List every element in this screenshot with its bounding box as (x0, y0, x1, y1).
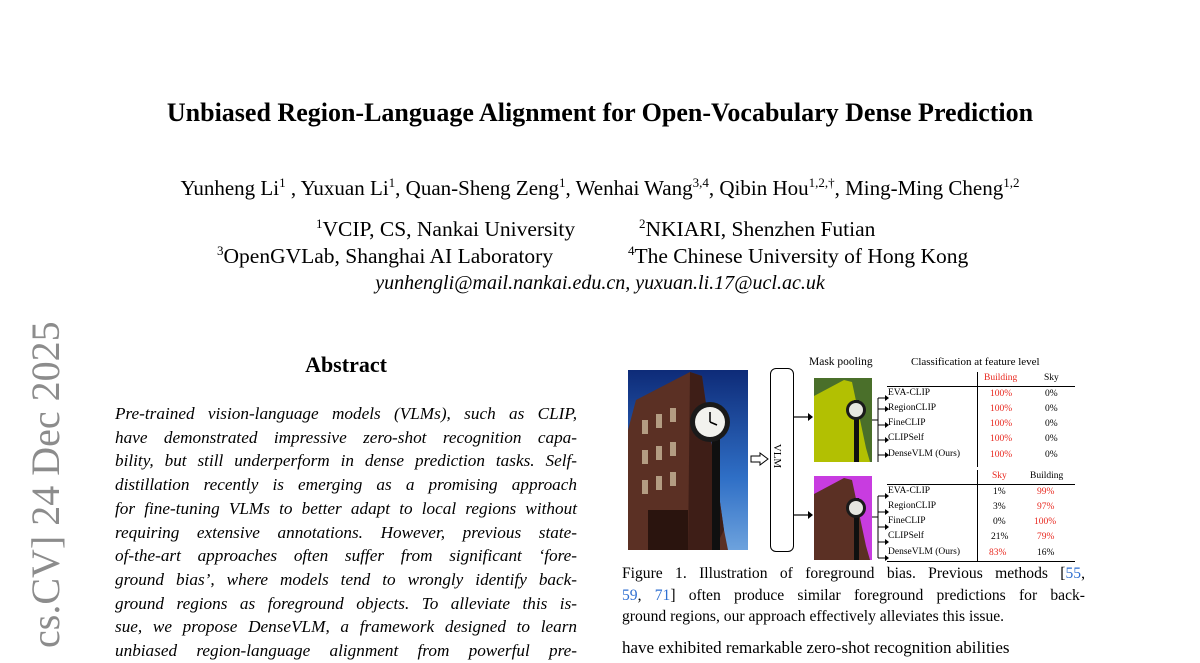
hollow-arrow-icon (750, 452, 770, 466)
author-name: Qibin Hou (719, 176, 809, 200)
table-1-value: 100% (990, 419, 1013, 429)
affiliation-sup: 2 (639, 216, 646, 231)
mask-pooling-label: Mask pooling (809, 356, 873, 368)
table-2-value: 0% (993, 517, 1006, 527)
caption-text: , (637, 586, 655, 604)
author-affil-sup: 3,4 (692, 175, 709, 190)
arrow-right-icon (792, 510, 814, 520)
table-1-method: FineCLIP (888, 418, 926, 428)
table-1-method: EVA-CLIP (888, 388, 931, 398)
table-2-value: 99% (1037, 487, 1055, 497)
abstract-line: distillation recently is emerging as a promising approach (115, 475, 577, 495)
author-affil-sup: 1 (388, 175, 396, 190)
table-1-value: 0% (1045, 450, 1058, 460)
table-2-method: DenseVLM (Ours) (888, 547, 961, 557)
table-1-method: RegionCLIP (888, 403, 937, 413)
table-1-value: 100% (990, 389, 1013, 399)
abstract-line: bility, but still underperform in dense prediction tasks. Self- (115, 451, 577, 471)
author-name: Yunheng Li (180, 176, 280, 200)
citation-link[interactable]: 71 (654, 586, 671, 604)
affiliation (639, 217, 875, 242)
table-1-value: 0% (1045, 404, 1058, 414)
affiliation-name: VCIP, CS, Nankai University (322, 217, 576, 241)
abstract-line: sue, we propose DenseVLM, a framework designed to learn (115, 617, 577, 637)
table-1-header: Sky (1044, 373, 1059, 383)
table-2-value: 83% (989, 548, 1007, 558)
author-name: Wenhai Wang (575, 176, 693, 200)
paper-title: Unbiased Region-Language Alignment for Open-Vocabulary Dense Prediction (166, 98, 1034, 127)
affiliation-sup: 4 (628, 243, 635, 258)
abstract-line: ground regions as foreground objects. To alleviate this is- (115, 593, 577, 613)
arrow-right-icon (792, 412, 814, 422)
author-name: Quan-Sheng Zeng (405, 176, 560, 200)
author-list: Yunheng Li$^1$ , Yuxuan Li$^1$, Quan-Sheng Zeng$^1$, Wenhai Wang$^{3,4}$, Qibin Hou$^{1,2,\dagger}$, Ming-Ming Cheng$^{1,2}$ (180, 175, 1020, 200)
table-2-method: FineCLIP (888, 516, 926, 526)
author-name: Ming-Ming Cheng (845, 176, 1004, 200)
figure-1-caption (622, 563, 1085, 628)
building-photo (628, 370, 748, 550)
affiliation-sup: 1 (316, 216, 323, 231)
table-2-value: 3% (993, 502, 1006, 512)
table-2-rule (887, 484, 1075, 485)
building-mask-crop (814, 378, 872, 462)
affiliation-sup: 3 (217, 243, 224, 258)
table-1-divider (977, 372, 978, 467)
abstract-line: requiring extensive annotations. However, previous state- (115, 522, 577, 542)
affiliation-name: The Chinese University of Hong Kong (634, 244, 969, 268)
table-2-method: RegionCLIP (888, 501, 937, 511)
citation-link[interactable]: 59 (622, 586, 638, 604)
vlm-label: VLM (771, 443, 784, 469)
abstract-line: ground bias’, where models tend to wrongly identify back- (115, 569, 577, 589)
author-affil-sup: 1,2 (1003, 175, 1020, 190)
table-2-header: Sky (992, 471, 1007, 481)
abstract-line: Pre-trained vision-language models (VLMs), such as CLIP, (115, 404, 577, 423)
affiliation-name: OpenGVLab, Shanghai AI Laboratory (223, 244, 554, 268)
classification-label: Classification at feature level (911, 356, 1040, 368)
table-2-method: EVA-CLIP (888, 486, 931, 496)
affiliation (628, 244, 968, 269)
abstract-line: of-the-art approaches often suffer from significant ‘fore- (115, 546, 577, 566)
table-1-value: 100% (990, 450, 1013, 460)
table-2-value: 100% (1034, 517, 1057, 527)
table-2-value: 97% (1037, 502, 1055, 512)
abstract-line: have demonstrated impressive zero-shot recognition capa- (115, 427, 577, 447)
table-1-value: 100% (990, 434, 1013, 444)
table-1-value: 0% (1045, 389, 1058, 399)
table-2-header: Building (1030, 471, 1064, 481)
abstract-line: for fine-tuning VLMs to better adapt to local regions without (115, 498, 577, 518)
citation-link[interactable]: 55 (1065, 565, 1082, 582)
table-2-value: 79% (1037, 532, 1055, 542)
table-1-method: DenseVLM (Ours) (888, 449, 961, 459)
table-2-value: 16% (1037, 548, 1055, 558)
body-text-line: have exhibited remarkable zero-shot recognition abilities (622, 638, 1010, 657)
caption-text: ] often produce similar foreground predictions for back- (670, 586, 1086, 604)
arxiv-stamp: cs.CV] 24 Dec 2025 (23, 321, 68, 648)
table-1-value: 100% (990, 404, 1013, 414)
abstract-heading: Abstract (305, 352, 387, 377)
author-name: Yuxuan Li (300, 176, 389, 200)
caption-line (622, 585, 1085, 607)
abstract-body (115, 402, 577, 663)
table-2-divider (977, 470, 978, 562)
affiliation (217, 244, 553, 269)
table-2-bottom-rule (887, 561, 1075, 562)
author-affil-sup: 1 (559, 175, 566, 190)
abstract-line: unbiased region-language alignment from powerful pre- (115, 641, 577, 661)
author-affil-sup: 1,2,† (808, 175, 835, 190)
author-affil-sup: 1 (279, 175, 286, 190)
bracket-arrows (870, 374, 890, 564)
caption-text: , (1081, 565, 1085, 582)
figure-1 (622, 352, 1084, 562)
table-1-rule (887, 386, 1075, 387)
table-1-method: CLIPSelf (888, 433, 924, 443)
affiliation (316, 217, 575, 242)
caption-line: ground regions, our approach effectively alleviates this issue. (622, 608, 1005, 625)
table-1-value: 0% (1045, 419, 1058, 429)
table-2-value: 1% (993, 487, 1006, 497)
author-emails[interactable]: yunhengli@mail.nankai.edu.cn, yuxuan.li.17@ucl.ac.uk (375, 272, 825, 294)
table-1-value: 0% (1045, 434, 1058, 444)
affiliation-name: NKIARI, Shenzhen Futian (645, 217, 876, 241)
caption-line (622, 563, 1085, 585)
sky-mask-crop (814, 476, 872, 560)
caption-text: Figure 1. Illustration of foreground bias. Previous methods [ (622, 565, 1066, 582)
table-2-value: 21% (991, 532, 1009, 542)
table-2-method: CLIPSelf (888, 531, 924, 541)
table-1-header: Building (984, 373, 1018, 383)
